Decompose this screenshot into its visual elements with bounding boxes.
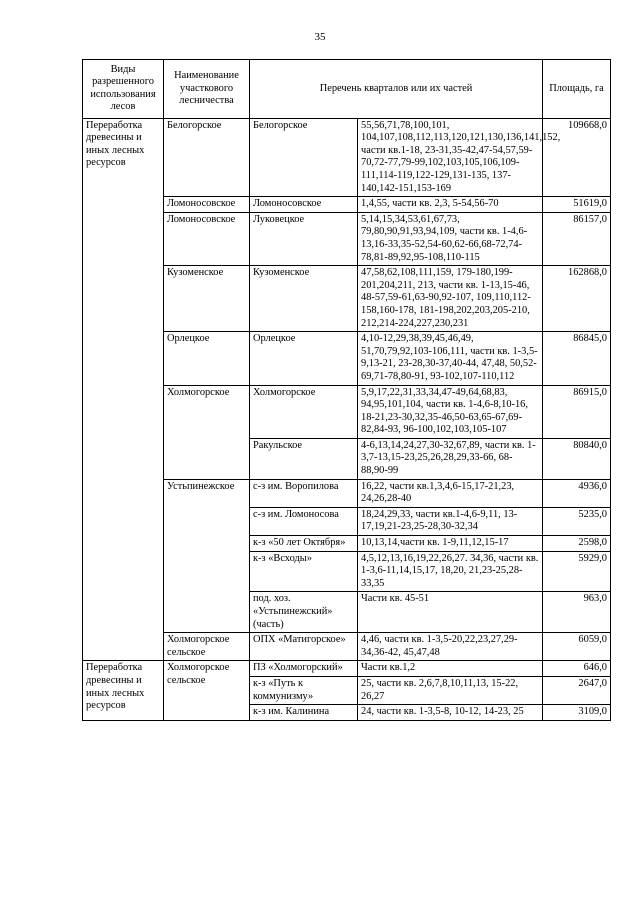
subdivision-cell: с-з им. Ломоносова [250,507,358,535]
subdivision-cell: ПЗ «Холмогорский» [250,661,358,677]
table-row [83,118,611,197]
area-cell: 80840,0 [543,438,611,479]
subdivision-cell: к-з «50 лет Октября» [250,536,358,552]
area-cell: 162868,0 [543,266,611,332]
area-cell: 86845,0 [543,332,611,385]
subdivision-cell: Орлецкое [250,332,358,385]
area-cell: 3109,0 [543,705,611,721]
quarters-cell: 24, части кв. 1-3,5-8, 10-12, 14-23, 25 [358,705,543,721]
table-row [83,661,611,677]
area-cell: 5235,0 [543,507,611,535]
forest-quarters-table [82,59,611,721]
header-area: Площадь, га [543,60,611,119]
subdivision-cell: Кузоменское [250,266,358,332]
forestry-cell: Устьпинежское [164,479,250,633]
subdivision-cell: Ракульское [250,438,358,479]
quarters-cell: 10,13,14,части кв. 1-9,11,12,15-17 [358,536,543,552]
forestry-cell: Кузоменское [164,266,250,332]
area-cell: 5929,0 [543,551,611,592]
subdivision-cell: к-з «Путь к коммунизму» [250,676,358,704]
quarters-cell: Части кв.1,2 [358,661,543,677]
quarters-cell: 47,58,62,108,111,159, 179-180,199-201,204,211, 213, части кв. 1-13,15-46, 48-57,59-61,63-90,92-107, 109,110,112-158,160-178, 181-198,202,203,205-210, 212,214-224,227,230,231 [358,266,543,332]
quarters-cell: 5,14,15,34,53,61,67,73, 79,80,90,91,93,94,109, части кв. 1-4,6-13,16-33,35-52,54-60,62-66,68-72,74-78,81-89,92,95-108,110-115 [358,212,543,265]
area-cell: 109668,0 [543,118,611,197]
forestry-cell: Ломоносовское [164,197,250,213]
table-header-row [83,60,611,119]
quarters-cell: 4,10-12,29,38,39,45,46,49, 51,70,79,92,103-106,111, части кв. 1-3,5-9,13-21, 23-28,30-37,40-44, 47,48, 50,52-69,71-78,80-91, 93-102,107-110,112 [358,332,543,385]
subdivision-cell: к-з им. Калинина [250,705,358,721]
header-kind: Виды разрешенного использования лесов [83,60,164,119]
header-quarters: Перечень кварталов или их частей [250,60,543,119]
kind-cell: Переработка древесины и иных лесных ресурсов [83,118,164,661]
subdivision-cell: Ломоносовское [250,197,358,213]
header-forestry: Наименование участкового лесничества [164,60,250,119]
subdivision-cell: с-з им. Воропилова [250,479,358,507]
quarters-cell: 4,5,12,13,16,19,22,26,27. 34,36, части кв. 1-3,6-11,14,15,17, 18,20, 21,23-25,28-33,35 [358,551,543,592]
area-cell: 51619,0 [543,197,611,213]
subdivision-cell: Холмогорское [250,385,358,438]
subdivision-cell: под. хоз. «Устьпинежский» (часть) [250,592,358,633]
quarters-cell: 18,24,29,33, части кв.1-4,6-9,11, 13-17,19,21-23,25-28,30-32,34 [358,507,543,535]
quarters-cell: 4,46, части кв. 1-3,5-20,22,23,27,29-34,36-42, 45,47,48 [358,633,543,661]
area-cell: 963,0 [543,592,611,633]
area-cell: 4936,0 [543,479,611,507]
forestry-cell: Ломоносовское [164,212,250,265]
subdivision-cell: к-з «Всходы» [250,551,358,592]
kind-cell: Переработка древесины и иных лесных ресурсов [83,661,164,720]
area-cell: 6059,0 [543,633,611,661]
area-cell: 2598,0 [543,536,611,552]
forestry-cell: Холмогорское сельское [164,661,250,720]
subdivision-cell: ОПХ «Матигорское» [250,633,358,661]
page-number: 35 [314,31,326,43]
subdivision-cell: Белогорское [250,118,358,197]
area-cell: 2647,0 [543,676,611,704]
quarters-cell: 5,9,17,22,31,33,34,47-49,64,68,83, 94,95,101,104, части кв. 1-4,6-8,10-16, 18-21,23-30,32,35-46,50-63,65-67,69-82,84-93, 96-100,102,103,105-107 [358,385,543,438]
subdivision-cell: Луковецкое [250,212,358,265]
quarters-cell: Части кв. 45-51 [358,592,543,633]
area-cell: 646,0 [543,661,611,677]
quarters-cell: 16,22, части кв.1,3,4,6-15,17-21,23, 24,26,28-40 [358,479,543,507]
quarters-cell: 55,56,71,78,100,101, 104,107,108,112,113,120,121,130,136,141,152, части кв.1-18, 23-31,35-42,47-54,57,59-70,72-77,79-99,102,103,105,106,109-111,114-119,122-129,131-135, 137-140,142-151,153-169 [358,118,543,197]
forestry-cell: Белогорское [164,118,250,197]
area-cell: 86915,0 [543,385,611,438]
quarters-cell: 1,4,55, части кв. 2,3, 5-54,56-70 [358,197,543,213]
forestry-cell: Холмогорское [164,385,250,479]
forestry-cell: Орлецкое [164,332,250,385]
quarters-cell: 25, части кв. 2,6,7,8,10,11,13, 15-22, 26,27 [358,676,543,704]
quarters-cell: 4-6,13,14,24,27,30-32,67,89, части кв. 1-3,7-13,15-23,25,26,28,29,33-66, 68-88,90-99 [358,438,543,479]
forestry-cell: Холмогорское сельское [164,633,250,661]
area-cell: 86157,0 [543,212,611,265]
